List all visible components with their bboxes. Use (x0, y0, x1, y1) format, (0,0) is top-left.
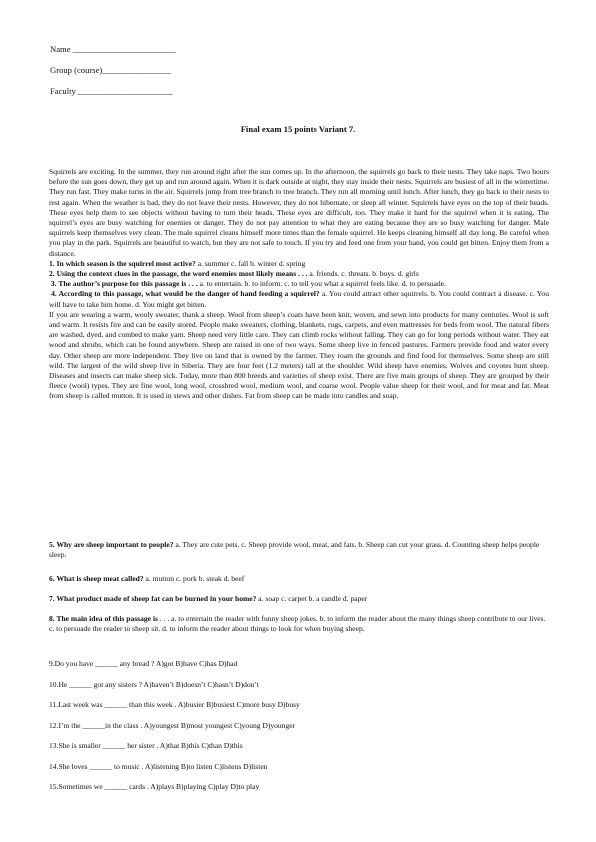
grammar-question-15: 15.Sometimes we ______ cards . A)plays B)playing C)play D)to play (49, 782, 260, 791)
group-field: Group (course)________________ (50, 65, 172, 75)
question-4: 4. According to this passage, what would be the danger of hand feeding a squirrel? a. You could attract other squirrels. b. You could contract a disease. c. You will have to take him home. d. You might get bitten. (49, 289, 549, 309)
question-2: 2. Using the context clues in the passage, the word enemies most likely means . . . a. friends. c. threats. b. boys. d. girls (49, 269, 419, 279)
question-7: 7. What product made of sheep fat can be burned in your home? a. soap c. carpet b. a candle d. paper (49, 594, 368, 603)
question-6: 6. What is sheep meat called? a. mutton c. pork b. steak d. beef (49, 574, 245, 583)
grammar-question-13: 13.She is smaller ______ her sister . A)that B)this C)than D)this (49, 741, 243, 750)
passage-sheep: If you are wearing a warm, wooly sweater, thank a sheep. Wool from sheep’s coats have been knit, woven, and sewn into products for many centuries. Wool is soft and warm. It resists fire and can be easily stored. People make sweaters, clothing, blankets, rugs, carpets, and even mattresses for beds from wool. The natural fibers are washed, dyed, and combed to make yarn. Sheep need very little care. They can climb rocks without falling. They can go for long periods without water. They eat wood and shrubs, which can be found anywhere. Sheep are raised in one of two ways. Some sheep live in fenced pastures. Farmers provide food and water every day. Other sheep are more independent. They live on land that is owned by the farmer. They roam the grounds and find food for themselves. Some sheep are still wild. The largest of the wild sheep live in Siberia. They are four feet (1.2 meters) tall at the shoulder. Wild sheep have enemies. Wolves and coyotes hunt sheep. Diseases and insects can make sheep sick. Today, more than 800 breeds and varieties of sheep exist. There are five main groups of sheep. They are grouped by their fleece (wool) types. They are fine wool, long wool, crossbred wool, medium wool, and coarse wool. People value sheep for their wool, and for meat and fat. Meat from sheep is called mutton. It is used in stews and other dishes. Fat from sheep can be made into candles and soap. (49, 309, 549, 401)
grammar-question-14: 14.She loves ______ to music . A)listening B)to listen C)listens D)listen (49, 762, 268, 771)
grammar-question-9: 9.Do you have ______ any bread ? A)got B)have C)has D)had (49, 659, 238, 668)
name-field: Name ________________________ (50, 44, 176, 54)
question-3: 3. The author’s purpose for this passage is . . . a. to entertain. b. to inform. c. to tell you what a squirrel feels like. d. to persuade. (50, 279, 446, 289)
grammar-question-10: 10.He ______ got any sisters ? A)haven’t B)doesn’t C)hasn’t D)don’t (49, 680, 259, 689)
question-8: 8. The main idea of this passage is . . . a. to entertain the reader with funny sheep jokes. b. to inform the reader about the many things sheep contribute to our lives. c. to persuade the reader to sheep sit. d. to inform the reader about things to look for when buying sheep. (49, 614, 546, 634)
passage-squirrels: Squirrels are exciting. In the summer, they run around right after the sun comes up. In the afternoon, the squirrels go back to their nests. They take naps. Two hours before the sun goes down, they get up and run around again. When it is dark outside at night, they stay inside their nests. Squirrels are busiest of all in the wintertime. They run fast. They make turns in the air. Squirrels jump from tree branch to tree branch. They run all morning until lunch. After lunch, they go back to their nests to rest again. When the weather is bad, they do not leave their nests. However, they do not hibernate, or sleep all winter. Squirrels have eyes on the top of their heads. These eyes help them to see objects without having to turn their heads. These eyes are difficult, too. They make it hard for the squirrel when it is eating. The squirrel’s eyes are busy watching for enemies or danger. They do not pay attention to what they are eating because they are so busy watching for danger. Male squirrels keep themselves very clean. The male squirrel cleans himself more times than the female squirrel. He keeps cleaning himself all day long. Be careful when you play in the park. Squirrels are beautiful to watch, but they are not safe to touch. If you try and feed one from your hand, you could get bitten. Enjoy them from a distance. (49, 167, 549, 258)
question-1: 1. In which season is the squirrel most active? a. summer c. fall b. winter d. spring (49, 258, 306, 268)
faculty-field: Faculty ______________________ (50, 86, 173, 96)
grammar-question-12: 12.I’m the ______in the class . A)youngest B)most youngest C)young D)younger (49, 721, 296, 730)
grammar-question-11: 11.Last week was ______ than this week . A)busier B)busiest C)more busy D)busy (49, 700, 300, 709)
question-5: 5. Why are sheep important to people? a. They are cute pets. c. Sheep provide wool, meat, and fats. b. Sheep can cut your grass. d. Counting sheep helps people sleep. (49, 540, 540, 560)
page-title: Final exam 15 points Variant 7. (240, 124, 356, 134)
reading-section-1 (49, 167, 549, 402)
